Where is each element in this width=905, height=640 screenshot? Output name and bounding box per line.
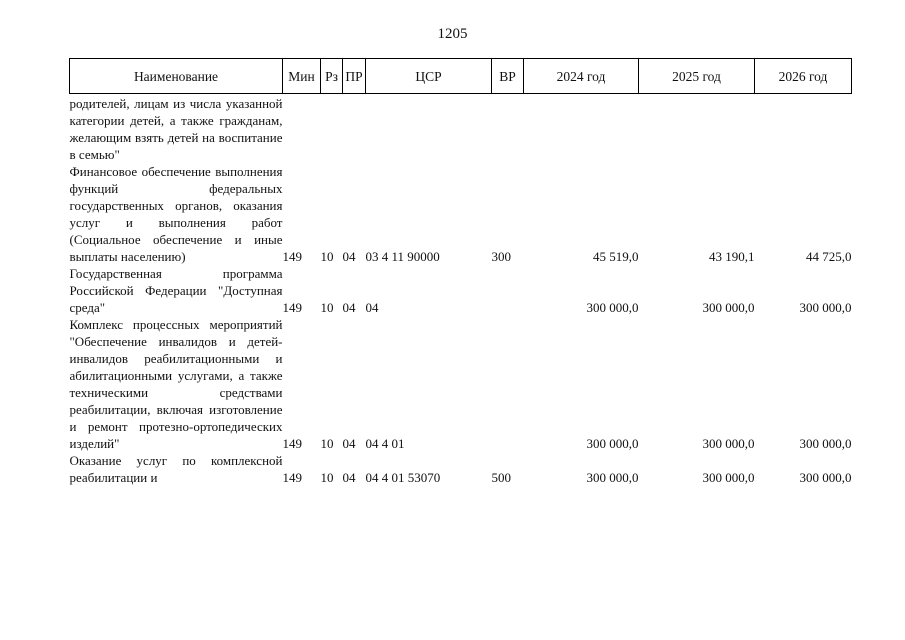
- row-2024: 300 000,0: [586, 470, 639, 485]
- row-min: 149: [282, 249, 302, 264]
- row-csr: 04: [365, 300, 379, 315]
- row-2024: [524, 94, 639, 164]
- row-pr: 04: [342, 470, 356, 485]
- row-pr: 04: [342, 249, 356, 264]
- row-name: Финансовое обеспечение выполнения функций федеральных государственных органов, оказания услуг и выполнения работ (Социальное обеспечение и иные выплаты населению): [69, 164, 283, 264]
- budget-table: [69, 58, 852, 486]
- row-name: родителей, лицам из числа указанной категории детей, а также гражданам, желающим взять детей на воспитание в семью": [69, 96, 283, 162]
- row-vr: 300: [491, 249, 511, 264]
- row-2024: 300 000,0: [586, 436, 639, 451]
- row-2024: 300 000,0: [586, 300, 639, 315]
- row-min: 149: [282, 436, 302, 451]
- row-csr: 04 4 01 53070: [365, 470, 441, 485]
- header-2024: 2024 год: [524, 59, 639, 94]
- row-2026: 300 000,0: [799, 300, 852, 315]
- row-min: 149: [282, 470, 302, 485]
- row-rz: 10: [320, 249, 334, 264]
- table-row: [70, 452, 852, 486]
- header-min: Мин: [283, 59, 321, 94]
- header-2025: 2025 год: [639, 59, 755, 94]
- table-row: [70, 163, 852, 265]
- row-2026: 300 000,0: [799, 436, 852, 451]
- table-header-row: [70, 59, 852, 94]
- row-2024: 45 519,0: [593, 249, 639, 264]
- row-vr: [492, 316, 524, 452]
- header-name: Наименование: [70, 59, 283, 94]
- header-csr: ЦСР: [366, 59, 492, 94]
- header-pr: ПР: [343, 59, 366, 94]
- row-csr: 03 4 11 90000: [365, 249, 440, 264]
- row-name: Государственная программа Российской Федерации "Доступная среда": [69, 266, 283, 315]
- page-number: 1205: [437, 26, 468, 42]
- row-vr: [492, 94, 524, 164]
- row-pr: [343, 94, 366, 164]
- row-rz: 10: [320, 436, 334, 451]
- row-2026: 300 000,0: [799, 470, 852, 485]
- row-2025: 43 190,1: [709, 249, 755, 264]
- row-pr: 04: [342, 436, 356, 451]
- row-rz: [321, 94, 343, 164]
- table-row: [70, 94, 852, 164]
- header-vr: ВР: [492, 59, 524, 94]
- row-rz: 10: [320, 470, 334, 485]
- row-rz: 10: [320, 300, 334, 315]
- row-2025: 300 000,0: [702, 436, 755, 451]
- table-row: [70, 316, 852, 452]
- row-name: Комплекс процессных мероприятий "Обеспечение инвалидов и детей-инвалидов реабилитационными и абилитационными услугами, а также техническими средствами реабилитации, включая изготовление и ремонт протезно-ортопедических изделий": [69, 317, 283, 451]
- row-vr: 500: [491, 470, 511, 485]
- header-2026: 2026 год: [755, 59, 852, 94]
- row-min: [283, 94, 321, 164]
- row-csr: 04 4 01: [365, 436, 405, 451]
- row-pr: 04: [342, 300, 356, 315]
- row-2026: 44 725,0: [806, 249, 852, 264]
- row-csr: [366, 94, 492, 164]
- row-min: 149: [282, 300, 302, 315]
- row-name: Оказание услуг по комплексной реабилитации и: [69, 453, 283, 485]
- row-2025: [639, 94, 755, 164]
- header-rz: Рз: [321, 59, 343, 94]
- row-vr: [492, 265, 524, 316]
- row-2026: [755, 94, 852, 164]
- row-2025: 300 000,0: [702, 300, 755, 315]
- row-2025: 300 000,0: [702, 470, 755, 485]
- table-row: [70, 265, 852, 316]
